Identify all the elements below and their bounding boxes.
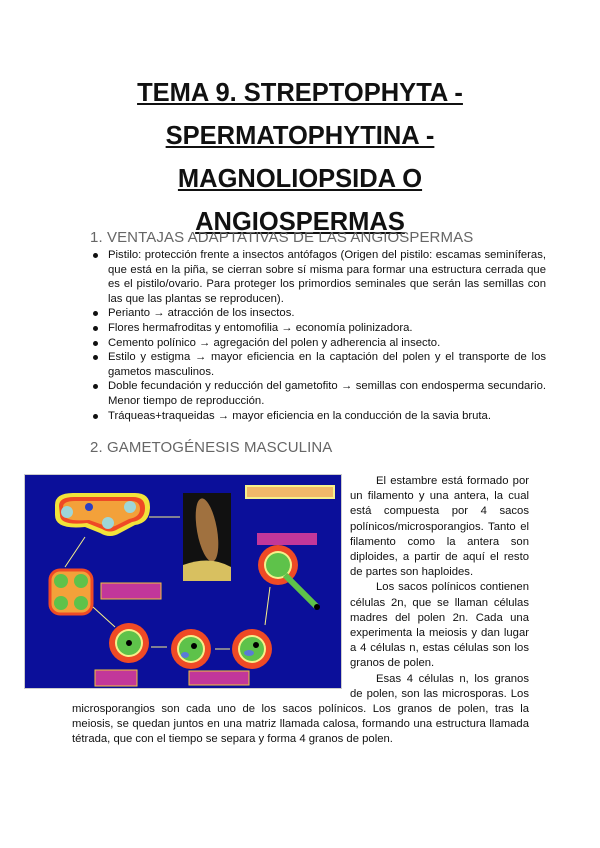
paragraph: El estambre está formado por un filamento y una antera, la cual está compuesta por 4 sacos polínicos/microsporangios. Tanto el filamento como la antera son diploides, a partir de aquí el resto de partes son haploides. [350, 475, 529, 579]
title-line: MAGNOLIOPSIDA O [177, 165, 423, 193]
title-line: TEMA 9. STREPTOPHYTA - [137, 79, 463, 107]
section-2-body [72, 474, 529, 748]
title-line: SPERMATOPHYTINA - [165, 122, 435, 150]
title-line: ANGIOSPERMAS [195, 208, 405, 236]
section-2-heading: 2. GAMETOGÉNESIS MASCULINA [90, 439, 333, 456]
list-item: Doble fecundación y reducción del gametofito → semillas con endosperma secundario. Menor tiempo de reproducción. [108, 380, 546, 407]
gametophyte-diagram [24, 474, 342, 689]
list-item: Perianto → atracción de los insectos. [108, 306, 546, 321]
advantages-list [90, 248, 546, 423]
paragraph: Esas 4 células n, los granos de polen, son las microsporas. Los microsporangios son cada uno de los sacos polínicos. Los granos de polen, tras la meiosis, se quedan juntos en una matriz llamada calosa, formando una estructura llamada tétrada, que con el tiempo se separa y forma 4 granos de polen. [72, 672, 529, 746]
page-title [60, 72, 540, 244]
list-item: Cemento polínico → agregación del polen y adherencia al insecto. [108, 336, 546, 351]
list-item: Pistilo: protección frente a insectos antófagos (Origen del pistilo: escamas seminíferas, que está en la piña, se cierran sobre sí misma para formar una estructura cerrada que es el pistilo/ovario. Para proteger los primordios seminales que serán las semillas con las que las plantas se reproducen). [108, 249, 546, 305]
paragraph: Los sacos polínicos contienen células 2n, que se llaman células madres del polen 2n. Cada una experimenta la meiosis y dan lugar a 4 células n, estas células son los granos de polen. [350, 581, 529, 670]
section-1-heading: 1. VENTAJAS ADAPTATIVAS DE LAS ANGIOSPERMAS [90, 229, 474, 246]
list-item: Estilo y estigma → mayor eficiencia en la captación del polen y el transporte de los gametos masculinos. [108, 351, 546, 378]
list-item: Tráqueas+traqueidas → mayor eficiencia en la conducción de la savia bruta. [108, 409, 546, 424]
list-item: Flores hermafroditas y entomofilia → economía polinizadora. [108, 321, 546, 336]
